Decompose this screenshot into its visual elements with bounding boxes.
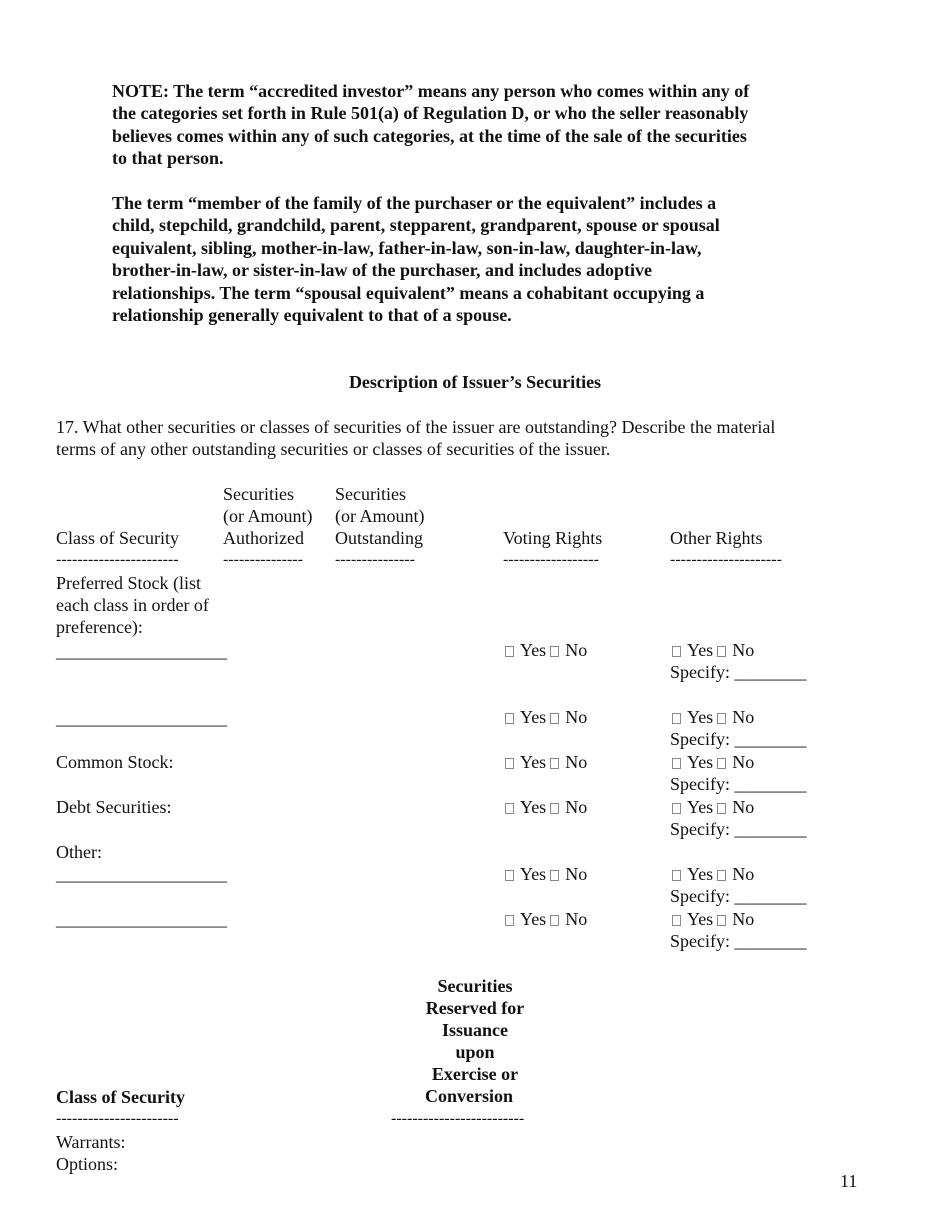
header-authorized-line: Securities bbox=[223, 484, 294, 504]
no-label: No bbox=[732, 797, 755, 817]
specify-field[interactable]: Specify: ________ bbox=[670, 729, 807, 749]
reserved-header-line: Conversion bbox=[424, 1086, 513, 1106]
specify-field[interactable]: Specify: ________ bbox=[670, 819, 807, 839]
other-label: Other: bbox=[56, 842, 102, 862]
common-stock-label: Common Stock: bbox=[56, 752, 174, 772]
note-line: to that person. bbox=[112, 148, 224, 169]
header-divider: --------------------- bbox=[670, 551, 782, 568]
no-checkbox[interactable] bbox=[717, 803, 726, 814]
question-line: terms of any other outstanding securities or classes of securities of the issuer. bbox=[56, 439, 611, 459]
yes-label: Yes bbox=[687, 752, 714, 772]
no-checkbox[interactable] bbox=[717, 915, 726, 926]
yes-label: Yes bbox=[520, 864, 547, 884]
header-divider: ----------------------- bbox=[56, 1110, 179, 1127]
other-rights-choice[interactable] bbox=[672, 863, 754, 885]
yes-checkbox[interactable] bbox=[505, 646, 514, 657]
table2-class-of-security-header: Class of Security bbox=[56, 1087, 185, 1107]
options-label: Options: bbox=[56, 1154, 119, 1174]
yes-checkbox[interactable] bbox=[672, 803, 681, 814]
other-rights-choice[interactable] bbox=[672, 908, 754, 930]
no-checkbox[interactable] bbox=[550, 870, 559, 881]
no-label: No bbox=[732, 707, 755, 727]
yes-label: Yes bbox=[687, 909, 714, 929]
reserved-header-line: Securities bbox=[437, 976, 513, 996]
voting-rights-choice[interactable] bbox=[505, 639, 587, 661]
voting-rights-choice[interactable] bbox=[505, 751, 587, 773]
no-label: No bbox=[565, 909, 588, 929]
header-divider: --------------- bbox=[223, 551, 303, 568]
voting-rights-choice[interactable] bbox=[505, 706, 587, 728]
yes-checkbox[interactable] bbox=[505, 870, 514, 881]
preferred-stock-label: each class in order of bbox=[56, 595, 209, 615]
yes-checkbox[interactable] bbox=[505, 758, 514, 769]
voting-rights-choice[interactable] bbox=[505, 908, 587, 930]
debt-securities-label: Debt Securities: bbox=[56, 797, 172, 817]
reserved-header-line: Exercise or bbox=[431, 1064, 519, 1084]
page-number: 11 bbox=[840, 1171, 858, 1191]
yes-label: Yes bbox=[687, 640, 714, 660]
note-line: child, stepchild, grandchild, parent, stepparent, grandparent, spouse or spousal bbox=[112, 215, 720, 236]
note-line: relationships. The term “spousal equivalent” means a cohabitant occupying a bbox=[112, 282, 705, 303]
section-title: Description of Issuer’s Securities bbox=[348, 372, 602, 392]
header-authorized-line: Authorized bbox=[223, 528, 304, 548]
no-checkbox[interactable] bbox=[550, 758, 559, 769]
specify-field[interactable]: Specify: ________ bbox=[670, 662, 807, 682]
no-checkbox[interactable] bbox=[550, 713, 559, 724]
header-outstanding-line: Outstanding bbox=[335, 528, 423, 548]
yes-label: Yes bbox=[520, 909, 547, 929]
specify-field[interactable]: Specify: ________ bbox=[670, 774, 807, 794]
yes-label: Yes bbox=[687, 864, 714, 884]
header-outstanding-line: (or Amount) bbox=[335, 506, 425, 526]
note-line: NOTE: The term “accredited investor” means any person who comes within any of bbox=[112, 81, 750, 101]
note-line: relationship generally equivalent to that of a spouse. bbox=[112, 305, 512, 326]
no-label: No bbox=[732, 752, 755, 772]
voting-rights-choice[interactable] bbox=[505, 796, 587, 818]
yes-checkbox[interactable] bbox=[672, 646, 681, 657]
no-label: No bbox=[565, 864, 588, 884]
class-name-field[interactable]: ___________________ bbox=[56, 909, 227, 929]
note-line: believes comes within any of such categories, at the time of the sale of the securities bbox=[112, 125, 747, 146]
class-name-field[interactable]: ___________________ bbox=[56, 864, 227, 884]
note-line: the categories set forth in Rule 501(a) of Regulation D, or who the seller reasonably bbox=[112, 103, 749, 124]
yes-checkbox[interactable] bbox=[505, 803, 514, 814]
other-rights-choice[interactable] bbox=[672, 706, 754, 728]
yes-label: Yes bbox=[520, 797, 547, 817]
no-label: No bbox=[565, 707, 588, 727]
preferred-stock-label: Preferred Stock (list bbox=[56, 573, 201, 593]
yes-label: Yes bbox=[687, 707, 714, 727]
yes-checkbox[interactable] bbox=[672, 915, 681, 926]
header-voting-rights: Voting Rights bbox=[503, 528, 603, 548]
yes-checkbox[interactable] bbox=[672, 870, 681, 881]
header-divider: ------------------------- bbox=[391, 1110, 525, 1127]
header-outstanding-line: Securities bbox=[335, 484, 406, 504]
no-checkbox[interactable] bbox=[717, 713, 726, 724]
no-checkbox[interactable] bbox=[717, 646, 726, 657]
reserved-header-line: Reserved for bbox=[425, 998, 525, 1018]
no-checkbox[interactable] bbox=[550, 915, 559, 926]
yes-label: Yes bbox=[520, 707, 547, 727]
yes-checkbox[interactable] bbox=[672, 758, 681, 769]
class-name-field[interactable]: ___________________ bbox=[56, 708, 227, 728]
header-authorized-line: (or Amount) bbox=[223, 506, 313, 526]
preferred-stock-label: preference): bbox=[56, 617, 143, 637]
note-line: The term “member of the family of the purchaser or the equivalent” includes a bbox=[112, 193, 717, 213]
no-checkbox[interactable] bbox=[717, 758, 726, 769]
yes-checkbox[interactable] bbox=[672, 713, 681, 724]
header-divider: ------------------ bbox=[503, 551, 599, 568]
other-rights-choice[interactable] bbox=[672, 751, 754, 773]
other-rights-choice[interactable] bbox=[672, 796, 754, 818]
no-label: No bbox=[732, 864, 755, 884]
yes-checkbox[interactable] bbox=[505, 713, 514, 724]
class-name-field[interactable]: ___________________ bbox=[56, 641, 227, 661]
yes-label: Yes bbox=[520, 640, 547, 660]
other-rights-choice[interactable] bbox=[672, 639, 754, 661]
no-label: No bbox=[732, 640, 755, 660]
no-checkbox[interactable] bbox=[550, 646, 559, 657]
yes-label: Yes bbox=[687, 797, 714, 817]
reserved-header-line: upon bbox=[455, 1042, 495, 1062]
voting-rights-choice[interactable] bbox=[505, 863, 587, 885]
no-checkbox[interactable] bbox=[717, 870, 726, 881]
question-line: 17. What other securities or classes of securities of the issuer are outstanding? Describe the material bbox=[56, 417, 776, 437]
no-label: No bbox=[565, 797, 588, 817]
yes-label: Yes bbox=[520, 752, 547, 772]
specify-field[interactable]: Specify: ________ bbox=[670, 931, 807, 951]
note-paragraph-1 bbox=[112, 80, 812, 170]
no-checkbox[interactable] bbox=[550, 803, 559, 814]
reserved-header-line: Issuance bbox=[441, 1020, 508, 1040]
warrants-label: Warrants: bbox=[56, 1132, 126, 1152]
no-label: No bbox=[732, 909, 755, 929]
header-divider: ----------------------- bbox=[56, 551, 179, 568]
header-divider: --------------- bbox=[335, 551, 415, 568]
header-other-rights: Other Rights bbox=[670, 528, 763, 548]
header-class-of-security: Class of Security bbox=[56, 528, 179, 548]
yes-checkbox[interactable] bbox=[505, 915, 514, 926]
no-label: No bbox=[565, 752, 588, 772]
note-line: brother-in-law, or sister-in-law of the purchaser, and includes adoptive bbox=[112, 260, 653, 281]
no-label: No bbox=[565, 640, 588, 660]
note-paragraph-2 bbox=[112, 192, 812, 326]
note-line: equivalent, sibling, mother-in-law, father-in-law, son-in-law, daughter-in-law, bbox=[112, 237, 702, 258]
specify-field[interactable]: Specify: ________ bbox=[670, 886, 807, 906]
